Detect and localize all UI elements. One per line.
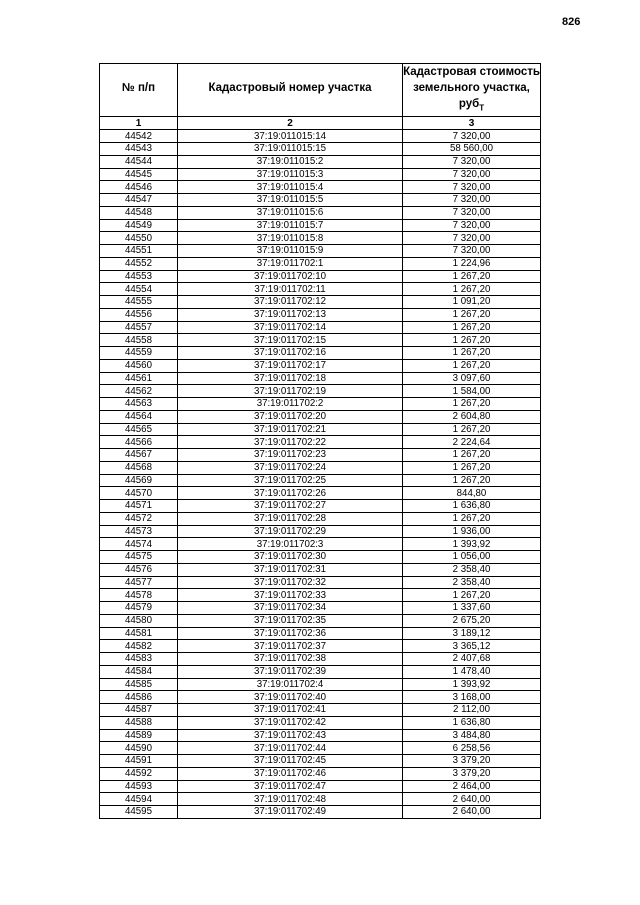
cadastral-number-cell: 37:19:011015:8 [178, 232, 403, 245]
cadastral-value-cell: 3 365,12 [403, 640, 541, 653]
cadastral-value-cell: 1 056,00 [403, 551, 541, 564]
table-row [100, 729, 541, 742]
cadastral-number-cell: 37:19:011702:30 [178, 551, 403, 564]
table-row [100, 704, 541, 717]
row-number-cell: 44550 [100, 232, 178, 245]
row-number-cell: 44560 [100, 359, 178, 372]
table-row [100, 130, 541, 143]
row-number-cell: 44559 [100, 347, 178, 360]
cadastral-number-cell: 37:19:011702:23 [178, 449, 403, 462]
cadastral-number-cell: 37:19:011015:2 [178, 155, 403, 168]
header-row [100, 64, 541, 117]
row-number-cell: 44565 [100, 423, 178, 436]
cadastral-number-cell: 37:19:011702:21 [178, 423, 403, 436]
cadastral-value-cell: 1 267,20 [403, 398, 541, 411]
row-number-cell: 44563 [100, 398, 178, 411]
cadastral-value-cell: 1 267,20 [403, 334, 541, 347]
table-row [100, 232, 541, 245]
table-row [100, 181, 541, 194]
cadastral-number-cell: 37:19:011702:16 [178, 347, 403, 360]
row-number-cell: 44566 [100, 436, 178, 449]
cadastral-value-cell: 2 224,64 [403, 436, 541, 449]
table-header [100, 64, 541, 130]
row-number-cell: 44569 [100, 474, 178, 487]
cadastral-value-cell: 7 320,00 [403, 194, 541, 207]
row-number-cell: 44588 [100, 716, 178, 729]
row-number-cell: 44586 [100, 691, 178, 704]
table-row [100, 168, 541, 181]
cadastral-value-cell: 2 604,80 [403, 410, 541, 423]
cadastral-number-cell: 37:19:011015:4 [178, 181, 403, 194]
row-number-cell: 44584 [100, 665, 178, 678]
row-number-cell: 44552 [100, 257, 178, 270]
cadastral-number-cell: 37:19:011702:43 [178, 729, 403, 742]
row-number-cell: 44553 [100, 270, 178, 283]
cadastral-value-cell: 844,80 [403, 487, 541, 500]
cadastral-value-cell: 1 267,20 [403, 512, 541, 525]
row-number-cell: 44577 [100, 576, 178, 589]
row-number-cell: 44549 [100, 219, 178, 232]
cadastral-number-cell: 37:19:011702:2 [178, 398, 403, 411]
table-row [100, 257, 541, 270]
table-row [100, 525, 541, 538]
table-row [100, 194, 541, 207]
table-row [100, 602, 541, 615]
table-row [100, 538, 541, 551]
cadastral-value-cell: 2 112,00 [403, 704, 541, 717]
cadastral-value-cell: 3 379,20 [403, 767, 541, 780]
row-number-cell: 44543 [100, 143, 178, 156]
table-row [100, 423, 541, 436]
cadastral-value-cell: 1 478,40 [403, 665, 541, 678]
cadastral-value-cell: 1 267,20 [403, 283, 541, 296]
cadastral-number-cell: 37:19:011015:6 [178, 206, 403, 219]
row-number-cell: 44581 [100, 627, 178, 640]
row-number-cell: 44551 [100, 245, 178, 258]
row-number-cell: 44562 [100, 385, 178, 398]
cadastral-number-cell: 37:19:011702:46 [178, 767, 403, 780]
cadastral-value-cell: 2 358,40 [403, 563, 541, 576]
table-row [100, 640, 541, 653]
cadastral-number-cell: 37:19:011702:38 [178, 653, 403, 666]
cadastral-value-cell: 7 320,00 [403, 245, 541, 258]
cadastral-number-cell: 37:19:011702:45 [178, 755, 403, 768]
header-cadastral-value-line1: Кадастровая стоимость [403, 66, 540, 78]
column-number: 1 [100, 117, 178, 130]
table-row [100, 500, 541, 513]
cadastral-number-cell: 37:19:011702:29 [178, 525, 403, 538]
table-row [100, 576, 541, 589]
cadastral-number-cell: 37:19:011702:13 [178, 308, 403, 321]
column-number: 2 [178, 117, 403, 130]
cadastral-value-cell: 3 168,00 [403, 691, 541, 704]
cadastral-value-cell: 3 484,80 [403, 729, 541, 742]
row-number-cell: 44579 [100, 602, 178, 615]
cadastral-number-cell: 37:19:011702:27 [178, 500, 403, 513]
row-number-cell: 44580 [100, 614, 178, 627]
table-row [100, 665, 541, 678]
cadastral-number-cell: 37:19:011702:33 [178, 589, 403, 602]
row-number-cell: 44592 [100, 767, 178, 780]
cadastral-number-cell: 37:19:011702:47 [178, 780, 403, 793]
table-row [100, 780, 541, 793]
row-number-cell: 44542 [100, 130, 178, 143]
cadastral-number-cell: 37:19:011015:9 [178, 245, 403, 258]
cadastral-number-cell: 37:19:011015:3 [178, 168, 403, 181]
cadastral-value-cell: 1 393,92 [403, 538, 541, 551]
cadastral-value-cell: 1 091,20 [403, 296, 541, 309]
table-row [100, 219, 541, 232]
cadastral-number-cell: 37:19:011702:14 [178, 321, 403, 334]
cadastral-number-cell: 37:19:011015:14 [178, 130, 403, 143]
cadastral-number-cell: 37:19:011702:34 [178, 602, 403, 615]
row-number-cell: 44575 [100, 551, 178, 564]
row-number-cell: 44568 [100, 461, 178, 474]
row-number-cell: 44557 [100, 321, 178, 334]
cadastral-number-cell: 37:19:011702:26 [178, 487, 403, 500]
cadastral-value-cell: 7 320,00 [403, 219, 541, 232]
table-row [100, 398, 541, 411]
table-row [100, 563, 541, 576]
row-number-cell: 44561 [100, 372, 178, 385]
cadastral-value-cell: 1 224,96 [403, 257, 541, 270]
table-row [100, 436, 541, 449]
cadastral-number-cell: 37:19:011702:3 [178, 538, 403, 551]
cadastral-number-cell: 37:19:011702:17 [178, 359, 403, 372]
cadastral-number-cell: 37:19:011015:15 [178, 143, 403, 156]
table-row [100, 742, 541, 755]
cadastral-number-cell: 37:19:011702:4 [178, 678, 403, 691]
table-row [100, 155, 541, 168]
row-number-cell: 44567 [100, 449, 178, 462]
cadastral-value-cell: 1 267,20 [403, 359, 541, 372]
row-number-cell: 44589 [100, 729, 178, 742]
table-row [100, 716, 541, 729]
table-row [100, 449, 541, 462]
table-row [100, 347, 541, 360]
table-row [100, 767, 541, 780]
cadastral-number-cell: 37:19:011015:7 [178, 219, 403, 232]
row-number-cell: 44582 [100, 640, 178, 653]
cadastral-number-cell: 37:19:011702:15 [178, 334, 403, 347]
table-row [100, 372, 541, 385]
cadastral-value-cell: 58 560,00 [403, 143, 541, 156]
cadastral-value-cell: 1 636,80 [403, 716, 541, 729]
cadastral-number-cell: 37:19:011702:10 [178, 270, 403, 283]
cadastral-value-cell: 2 640,00 [403, 793, 541, 806]
cadastral-table [99, 63, 541, 819]
row-number-cell: 44576 [100, 563, 178, 576]
cadastral-value-cell: 1 267,20 [403, 347, 541, 360]
table-row [100, 551, 541, 564]
row-number-cell: 44585 [100, 678, 178, 691]
table-row [100, 678, 541, 691]
table-row [100, 359, 541, 372]
cadastral-value-cell: 1 267,20 [403, 461, 541, 474]
row-number-cell: 44546 [100, 181, 178, 194]
cadastral-value-cell: 1 584,00 [403, 385, 541, 398]
table-row [100, 283, 541, 296]
table-row [100, 385, 541, 398]
row-number-cell: 44554 [100, 283, 178, 296]
column-number-row [100, 117, 541, 130]
cadastral-value-cell: 1 267,20 [403, 449, 541, 462]
cadastral-value-cell: 1 393,92 [403, 678, 541, 691]
table-row [100, 296, 541, 309]
table-row [100, 143, 541, 156]
row-number-cell: 44595 [100, 806, 178, 819]
row-number-cell: 44545 [100, 168, 178, 181]
table-row [100, 487, 541, 500]
table-row [100, 512, 541, 525]
cadastral-value-cell: 2 640,00 [403, 806, 541, 819]
table-row [100, 461, 541, 474]
page-number: 826 [562, 16, 581, 28]
table-body [100, 130, 541, 819]
table-row [100, 653, 541, 666]
cadastral-value-cell: 7 320,00 [403, 168, 541, 181]
table-row [100, 589, 541, 602]
cadastral-number-cell: 37:19:011702:31 [178, 563, 403, 576]
row-number-cell: 44556 [100, 308, 178, 321]
table-row [100, 627, 541, 640]
cadastral-number-cell: 37:19:011702:39 [178, 665, 403, 678]
cadastral-value-cell: 1 267,20 [403, 423, 541, 436]
cadastral-value-cell: 1 337,60 [403, 602, 541, 615]
header-cadastral-number: Кадастровый номер участка [178, 64, 403, 117]
cadastral-value-cell: 3 189,12 [403, 627, 541, 640]
cadastral-value-cell: 2 358,40 [403, 576, 541, 589]
table-row [100, 474, 541, 487]
cadastral-number-cell: 37:19:011702:40 [178, 691, 403, 704]
table-row [100, 206, 541, 219]
row-number-cell: 44571 [100, 500, 178, 513]
cadastral-value-cell: 7 320,00 [403, 155, 541, 168]
cadastral-number-cell: 37:19:011702:18 [178, 372, 403, 385]
cadastral-value-cell: 6 258,56 [403, 742, 541, 755]
cadastral-value-cell: 2 407,68 [403, 653, 541, 666]
row-number-cell: 44570 [100, 487, 178, 500]
cadastral-value-cell: 2 675,20 [403, 614, 541, 627]
cadastral-number-cell: 37:19:011702:48 [178, 793, 403, 806]
table-row [100, 245, 541, 258]
cadastral-number-cell: 37:19:011702:49 [178, 806, 403, 819]
cadastral-value-cell: 1 267,20 [403, 321, 541, 334]
cadastral-number-cell: 37:19:011702:1 [178, 257, 403, 270]
row-number-cell: 44593 [100, 780, 178, 793]
header-cadastral-value-line2: земельного участка, руб [413, 82, 530, 110]
cadastral-value-cell: 7 320,00 [403, 206, 541, 219]
table-row [100, 270, 541, 283]
table-row [100, 691, 541, 704]
row-number-cell: 44572 [100, 512, 178, 525]
cadastral-number-cell: 37:19:011702:19 [178, 385, 403, 398]
cadastral-value-cell: 7 320,00 [403, 130, 541, 143]
cadastral-number-cell: 37:19:011702:42 [178, 716, 403, 729]
column-number: 3 [403, 117, 541, 130]
cadastral-number-cell: 37:19:011702:24 [178, 461, 403, 474]
cadastral-value-cell: 1 267,20 [403, 589, 541, 602]
table-row [100, 410, 541, 423]
row-number-cell: 44594 [100, 793, 178, 806]
cadastral-number-cell: 37:19:011702:28 [178, 512, 403, 525]
cadastral-number-cell: 37:19:011702:36 [178, 627, 403, 640]
cadastral-number-cell: 37:19:011702:25 [178, 474, 403, 487]
row-number-cell: 44591 [100, 755, 178, 768]
row-number-cell: 44555 [100, 296, 178, 309]
header-cadastral-value [403, 64, 541, 117]
cadastral-number-cell: 37:19:011702:32 [178, 576, 403, 589]
row-number-cell: 44548 [100, 206, 178, 219]
cadastral-value-cell: 7 320,00 [403, 181, 541, 194]
cadastral-number-cell: 37:19:011015:5 [178, 194, 403, 207]
cadastral-number-cell: 37:19:011702:41 [178, 704, 403, 717]
row-number-cell: 44558 [100, 334, 178, 347]
cadastral-value-cell: 1 267,20 [403, 474, 541, 487]
row-number-cell: 44587 [100, 704, 178, 717]
cadastral-value-cell: 3 379,20 [403, 755, 541, 768]
table-row [100, 755, 541, 768]
table-row [100, 308, 541, 321]
cadastral-number-cell: 37:19:011702:35 [178, 614, 403, 627]
cadastral-value-cell: 1 636,80 [403, 500, 541, 513]
row-number-cell: 44590 [100, 742, 178, 755]
table-row [100, 334, 541, 347]
cadastral-number-cell: 37:19:011702:11 [178, 283, 403, 296]
cadastral-number-cell: 37:19:011702:12 [178, 296, 403, 309]
cadastral-value-cell: 3 097,60 [403, 372, 541, 385]
header-row-number: № п/п [100, 64, 178, 117]
cadastral-number-cell: 37:19:011702:22 [178, 436, 403, 449]
row-number-cell: 44544 [100, 155, 178, 168]
cadastral-value-cell: 7 320,00 [403, 232, 541, 245]
cadastral-number-cell: 37:19:011702:44 [178, 742, 403, 755]
row-number-cell: 44574 [100, 538, 178, 551]
cadastral-value-cell: 2 464,00 [403, 780, 541, 793]
row-number-cell: 44578 [100, 589, 178, 602]
table-row [100, 321, 541, 334]
cadastral-number-cell: 37:19:011702:20 [178, 410, 403, 423]
row-number-cell: 44547 [100, 194, 178, 207]
table-row [100, 614, 541, 627]
table-row [100, 793, 541, 806]
table-row [100, 806, 541, 819]
row-number-cell: 44573 [100, 525, 178, 538]
row-number-cell: 44564 [100, 410, 178, 423]
cadastral-value-cell: 1 267,20 [403, 308, 541, 321]
header-cadastral-value-sub: Т [479, 103, 485, 113]
cadastral-number-cell: 37:19:011702:37 [178, 640, 403, 653]
row-number-cell: 44583 [100, 653, 178, 666]
cadastral-value-cell: 1 936,00 [403, 525, 541, 538]
cadastral-value-cell: 1 267,20 [403, 270, 541, 283]
